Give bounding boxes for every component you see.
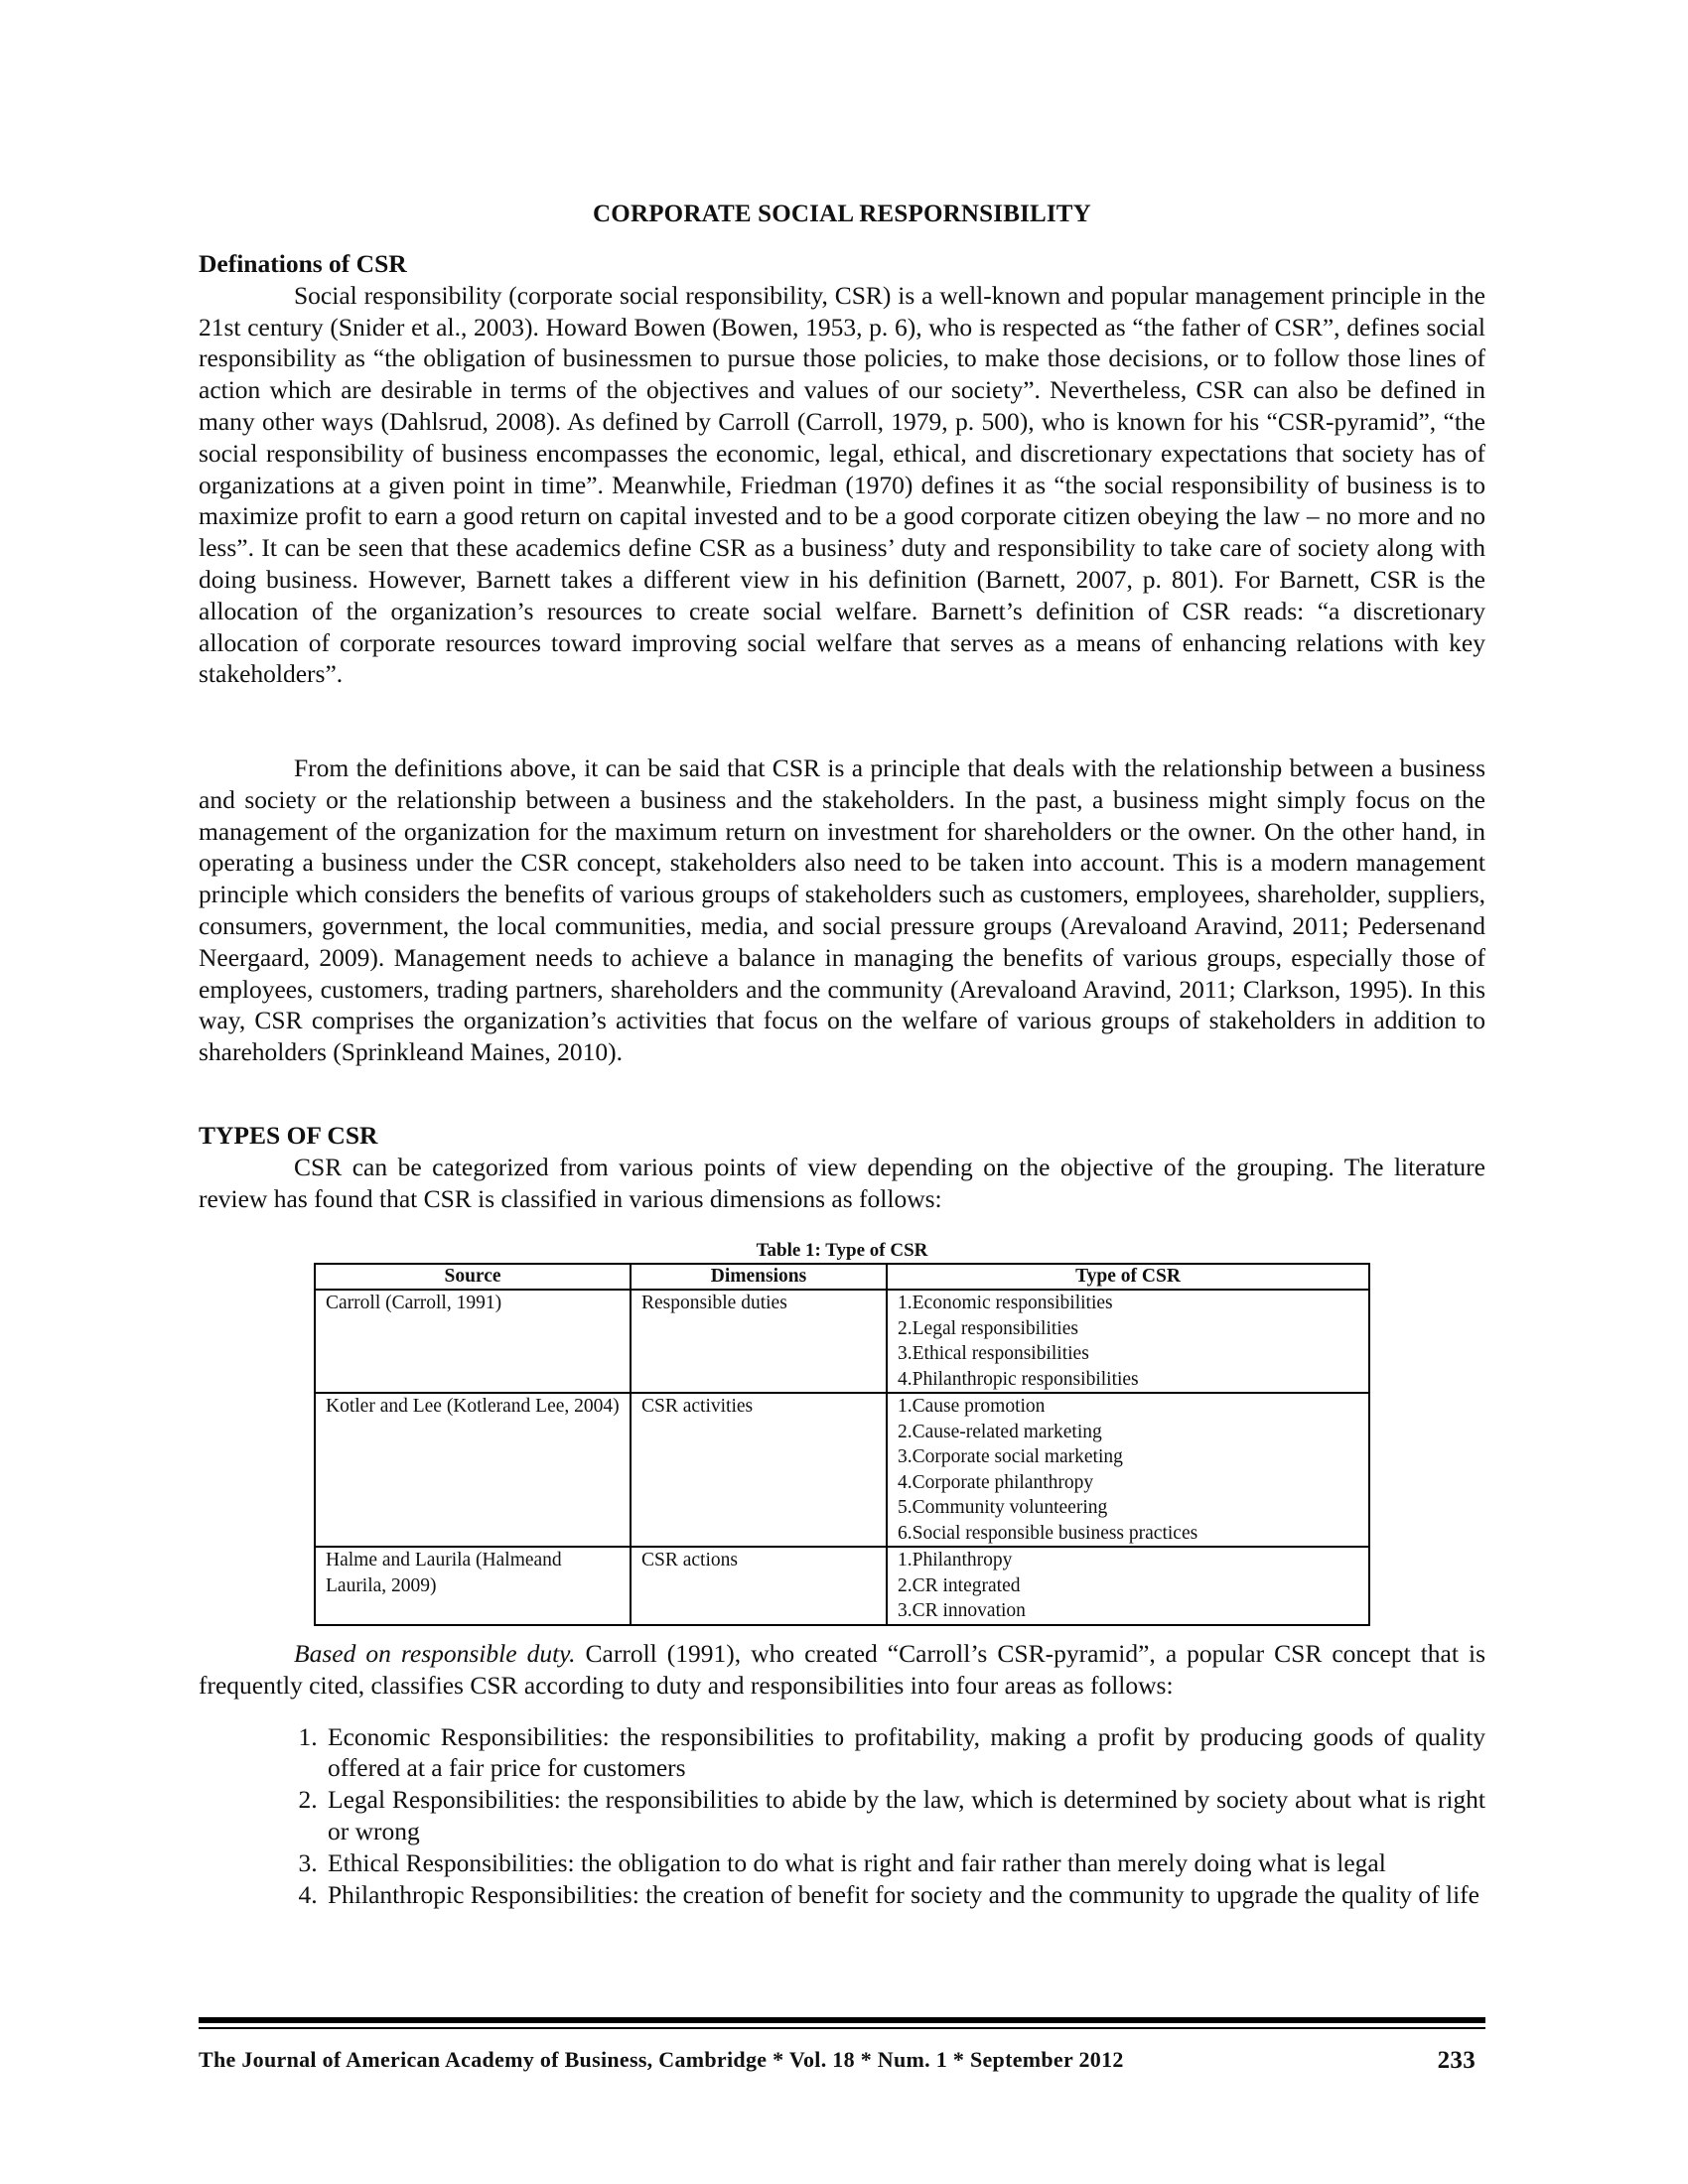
type-item: 4.Philanthropic responsibilities (898, 1368, 1139, 1390)
header-source: Source (315, 1264, 631, 1290)
list-item: 4. Philanthropic Responsibilities: the creation of benefit for society and the community to upgrade the quality of life (324, 1879, 1485, 1911)
cell-source: Halme and Laurila (Halmeand Laurila, 2009) (315, 1547, 631, 1625)
table-row (315, 1547, 1369, 1625)
footer-rule-thick (199, 2017, 1485, 2023)
section-definitions (199, 248, 1485, 690)
table-caption: Table 1: Type of CSR (756, 1240, 928, 1261)
page-footer (199, 2047, 1485, 2073)
type-item: 3.Ethical responsibilities (898, 1343, 1089, 1364)
cell-source: Carroll (Carroll, 1991) (315, 1290, 631, 1393)
type-item: 4.Corporate philanthropy (898, 1471, 1094, 1493)
type-item: 3.CR innovation (898, 1600, 1026, 1621)
type-item: 6.Social responsible business practices (898, 1522, 1198, 1544)
responsibilities-list (199, 1721, 1485, 1911)
header-type-of-csr: Type of CSR (887, 1264, 1369, 1290)
list-item: 3. Ethical Responsibilities: the obligation to do what is right and fair rather than merely doing what is legal (324, 1847, 1485, 1879)
journal-citation: The Journal of American Academy of Business, Cambridge * Vol. 18 * Num. 1 * September 2012 (199, 2047, 1124, 2072)
paragraph-stakeholders: From the definitions above, it can be said that CSR is a principle that deals with the relationship between a business and society or the relationship between a business and the stakeholders. In the past, a business might simply focus on the management of the organization for the maximum return on investment for shareholders or the owner. On the other hand, in operating a business under the CSR concept, stakeholders also need to be taken into account. This is a modern management principle which considers the benefits of various groups of stakeholders such as customers, employees, shareholder, suppliers, consumers, government, the local communities, media, and social pressure groups (Arevaloand Aravind, 2011; Pedersenand Neergaard, 2009). Management needs to achieve a balance in managing the benefits of various groups, especially those of employees, customers, trading partners, shareholders and the community (Arevaloand Aravind, 2011; Clarkson, 1995). In this way, CSR comprises the organization’s activities that focus on the welfare of various groups of stakeholders in addition to shareholders (Sprinkleand Maines, 2010). (199, 753, 1485, 1067)
section-discussion (199, 752, 1485, 1068)
type-item: 1.Economic responsibilities (898, 1293, 1113, 1313)
footer-rule-thin (199, 2027, 1485, 2029)
section-types (199, 1120, 1485, 1214)
type-item: 5.Community volunteering (898, 1497, 1108, 1518)
table-row (315, 1393, 1369, 1547)
section-heading-definitions: Definations of CSR (199, 249, 407, 278)
cell-source: Kotler and Lee (Kotlerand Lee, 2004) (315, 1393, 631, 1547)
cell-types (887, 1547, 1369, 1625)
section-heading-types: TYPES OF CSR (199, 1121, 378, 1150)
paragraph-definitions: Social responsibility (corporate social responsibility, CSR) is a well-known and popular management principle in the 21st century (Snider et al., 2003). Howard Bowen (Bowen, 1953, p. 6), who is respected as “the father of CSR”, defines social responsibility as “the obligation of businessmen to pursue those policies, to make those decisions, or to follow those lines of action which are desirable in terms of the objectives and values of our society”. Nevertheless, CSR can also be defined in many other ways (Dahlsrud, 2008). As defined by Carroll (Carroll, 1979, p. 500), who is known for his “CSR-pyramid”, “the social responsibility of business encompasses the economic, legal, ethical, and discretionary expectations that society has of organizations at a given point in time”. Meanwhile, Friedman (1970) defines it as “the social responsibility of business is to maximize profit to earn a good return on capital invested and to be a good corporate citizen obeying the law – no more and no less”. It can be seen that these academics define CSR as a business’ duty and responsibility to take care of society along with doing business. However, Barnett takes a different view in his definition (Barnett, 2007, p. 801). For Barnett, CSR is the allocation of the organization’s resources to create social welfare. Barnett’s definition of CSR reads: “a discretionary allocation of corporate resources toward improving social welfare that serves as a means of enhancing relations with key stakeholders”. (199, 280, 1485, 689)
type-item: 2.CR integrated (898, 1574, 1021, 1596)
page-number: 233 (1437, 2047, 1476, 2074)
list-item: 1. Economic Responsibilities: the responsibilities to profitability, making a profit by producing goods of quality offered at a fair price for customers (324, 1721, 1485, 1785)
type-item: 2.Legal responsibilities (898, 1317, 1078, 1339)
table-row (315, 1290, 1369, 1393)
type-item: 3.Corporate social marketing (898, 1446, 1123, 1467)
page-title: CORPORATE SOCIAL RESPORNSIBILITY (593, 201, 1091, 227)
csr-types-table (314, 1263, 1370, 1626)
lead-italic: Based on responsible duty. (294, 1639, 576, 1668)
cell-dimension: CSR actions (631, 1547, 887, 1625)
document-page (199, 0, 1485, 2184)
list-item: 2. Legal Responsibilities: the responsibilities to abide by the law, which is determined by society about what is right or wrong (324, 1784, 1485, 1847)
section-carroll (199, 1638, 1485, 1910)
type-item: 2.Cause-related marketing (898, 1421, 1102, 1442)
type-item: 1.Philanthropy (898, 1550, 1013, 1570)
csr-types-table-container (314, 1239, 1370, 1626)
cell-dimension: CSR activities (631, 1393, 887, 1547)
paragraph-carroll-text: Carroll (1991), who created “Carroll’s CSR-pyramid”, a popular CSR concept that is frequently cited, classifies CSR according to duty and responsibilities into four areas as follows: (199, 1639, 1485, 1700)
cell-types (887, 1393, 1369, 1547)
paragraph-carroll (199, 1638, 1485, 1702)
cell-dimension: Responsible duties (631, 1290, 887, 1393)
table-header-row (315, 1264, 1369, 1290)
cell-types (887, 1290, 1369, 1393)
header-dimensions: Dimensions (631, 1264, 887, 1290)
paragraph-types-intro: CSR can be categorized from various points of view depending on the objective of the grouping. The literature review has found that CSR is classified in various dimensions as follows: (199, 1152, 1485, 1213)
type-item: 1.Cause promotion (898, 1396, 1046, 1417)
